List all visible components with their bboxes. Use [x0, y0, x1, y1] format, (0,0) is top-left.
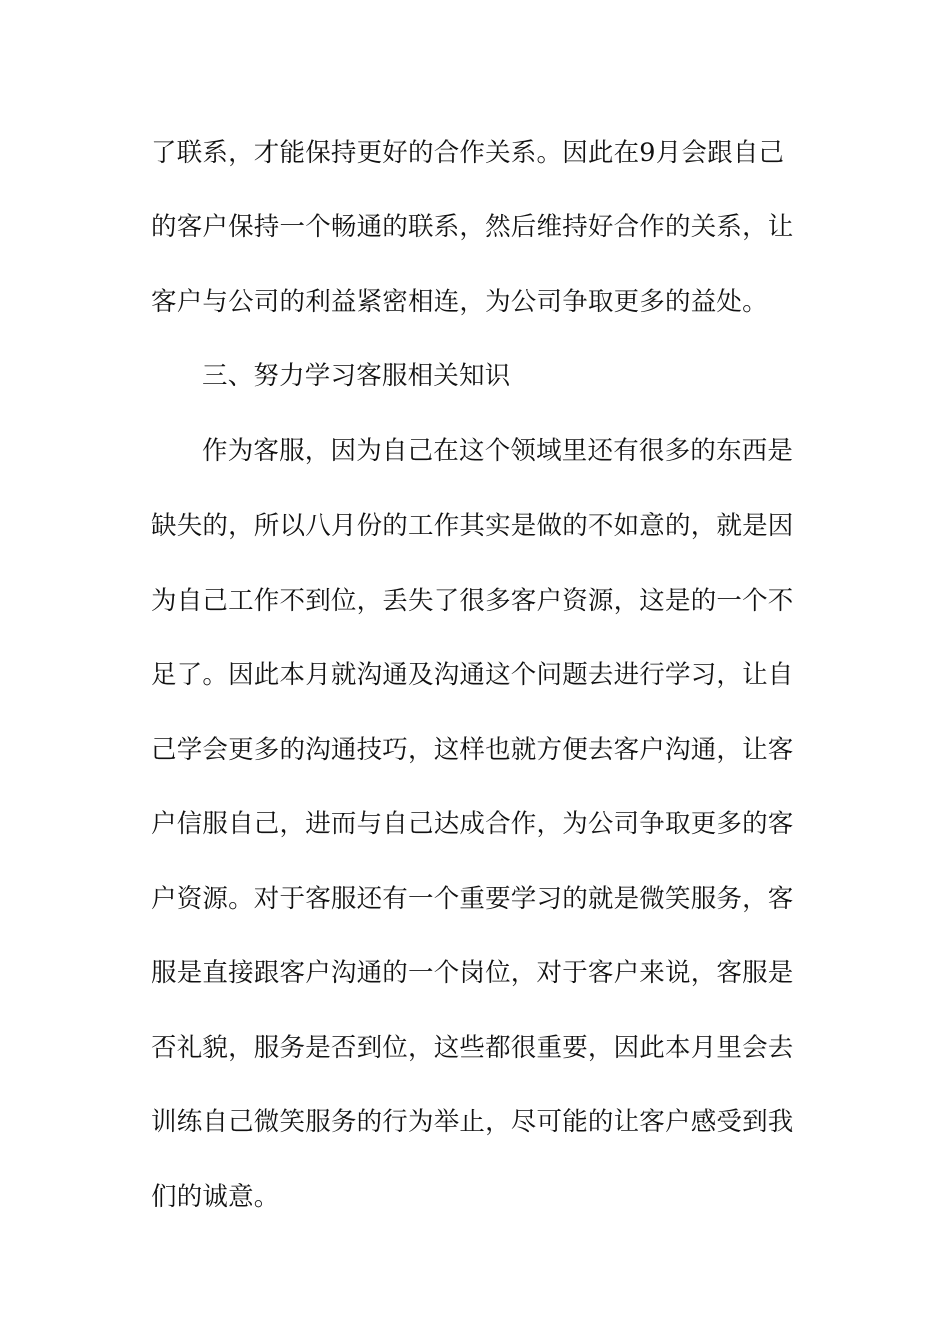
paragraph-line: 服是直接跟客户沟通的一个岗位，对于客户来说，客服是: [151, 958, 794, 988]
paragraph-line: 的客户保持一个畅通的联系，然后维持好合作的关系，让: [151, 212, 794, 242]
section-heading: 三、努力学习客服相关知识: [202, 361, 511, 391]
paragraph-line: 了联系，才能保持更好的合作关系。因此在9月会跟自己: [151, 138, 785, 168]
paragraph-line: 们的诚意。: [151, 1182, 280, 1212]
paragraph-line: 为自己工作不到位，丢失了很多客户资源，这是的一个不: [151, 586, 794, 616]
paragraph-line: 户信服自己，进而与自己达成合作，为公司争取更多的客: [151, 809, 794, 839]
paragraph-line: 客户与公司的利益紧密相连，为公司争取更多的益处。: [151, 287, 768, 317]
paragraph-line: 己学会更多的沟通技巧，这样也就方便去客户沟通，让客: [151, 735, 794, 765]
paragraph-line: 足了。因此本月就沟通及沟通这个问题去进行学习，让自: [151, 660, 794, 690]
paragraph-line: 否礼貌，服务是否到位，这些都很重要，因此本月里会去: [151, 1033, 794, 1063]
paragraph-line: 缺失的，所以八月份的工作其实是做的不如意的，就是因: [151, 511, 794, 541]
paragraph-line: 户资源。对于客服还有一个重要学习的就是微笑服务，客: [151, 884, 794, 914]
paragraph-line: 训练自己微笑服务的行为举止，尽可能的让客户感受到我: [151, 1107, 794, 1137]
paragraph-line: 作为客服，因为自己在这个领域里还有很多的东西是: [202, 436, 794, 466]
